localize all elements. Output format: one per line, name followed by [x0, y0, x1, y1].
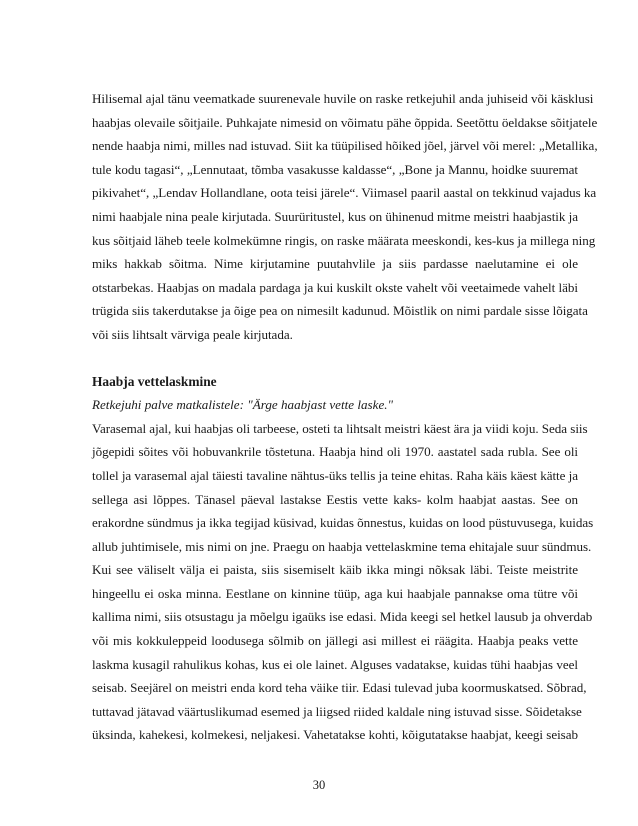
text-line: üksinda, kahekesi, kolmekesi, neljakesi. Vahetatakse kohti, kõigutatakse haabjat, keegi seisab — [92, 727, 578, 743]
text-line: allub juhtimisele, mis nimi on jne. Praegu on haabja vettelaskmine tema ehitajale suur sündmus. — [92, 538, 592, 554]
text-line: või siis lihtsalt värviga peale kirjutada. — [92, 326, 293, 342]
text-line: tule kodu tagasi“, „Lennutaat, tõmba vasakusse kaldasse“, „Bone ja Mannu, hoidke suuremat — [92, 161, 578, 177]
text-line: tuttavad jätavad väärtuslikumad esemed ja liigsed riided kaldale ning istuvad sisse. Sõidetakse — [92, 703, 582, 719]
text-line: sellega asi lõppes. Tänasel päeval lastakse Eestis vette kaks- kolm haabjat aastas. See on — [92, 491, 578, 507]
text-line: nimi haabjale nina peale kirjutada. Suurüritustel, kus on ühinenud mitme meistri haabjastik ja — [92, 208, 578, 224]
text-line: nende haabja nimi, milles nad istuvad. Siit ka tüüpilised hõiked jõel, järvel või merel: „Metallika, — [92, 138, 598, 154]
text-line: otstarbekas. Haabjas on madala pardaga ja kui kuskilt okste vahelt või veetaimede vahelt läbi — [92, 279, 578, 295]
paragraph-launching — [92, 417, 594, 747]
text-line: Varasemal ajal, kui haabjas oli tarbeese, osteti ta lihtsalt meistri käest ära ja viidi koju. Seda siis — [92, 420, 588, 436]
text-line: Hilisemal ajal tänu veematkade suurenevale huvile on raske retkejuhil anda juhiseid või käsklusi — [92, 91, 594, 106]
paragraph-boat-names — [92, 87, 598, 347]
text-line: laskma kusagil rahulikus kohas, kus ei ole lainet. Alguses vadatakse, kuidas tühi haabjas veel — [92, 656, 578, 672]
page-number: 30 — [312, 778, 326, 792]
text-line: pikivahet“, „Lendav Hollandlane, oota teisi järele“. Viimasel paaril aastal on tekkinud vajadus ka — [92, 185, 597, 201]
text-line: kallima nimi, siis otsustagu ja mõelgu igaüks ise edasi. Mida keegi sel hetkel lausub ja ohverdab — [92, 609, 593, 625]
text-line: trügida siis takerdutakse ja õige pea on nimesilt kadunud. Mõistlik on nimi pardale sisse lõigata — [92, 303, 588, 319]
text-line: haabjas olevaile sõitjaile. Puhkajate nimesid on võimatu pähe õppida. Seetõttu öeldakse sõitjatele — [92, 114, 598, 130]
text-line: Kui see väliselt välja ei paista, siis sisemiselt käib ikka mingi nõksak läbi. Teiste meistrite — [92, 562, 578, 578]
text-line: jõgepidi sõites või hobuvankrile tõstetuna. Haabja hind oli 1970. aastatel sada rubla. See oli — [92, 444, 578, 460]
text-line: erakordne sündmus ja ikka tegijad küsivad, kuidas õnnestus, kuidas on lood püstuvusega, kuidas — [92, 515, 594, 531]
text-line: seisab. Seejärel on meistri enda kord teha väike tiir. Edasi tulevad juba koormuskatsed. Sõbrad, — [92, 680, 587, 696]
text-line: või mis kokkuleppeid loodusega sõlmib on jällegi asi millest ei räägita. Haabja peaks vette — [92, 633, 578, 649]
text-line: miks hakkab sõitma. Nime kirjutamine puutahvlile ja siis pardasse naelutamine ei ole — [92, 256, 578, 272]
text-line: tollel ja varasemal ajal täiesti tavaline nähtus-üks tellis ja teine ehitas. Raha käis käest kätte ja — [92, 467, 578, 483]
section-epigraph: Retkejuhi palve matkalistele: "Ärge haabjast vette laske." — [92, 397, 394, 413]
section-heading: Haabja vettelaskmine — [92, 373, 217, 389]
page-content — [92, 87, 598, 747]
text-line: hingeellu ei oska minna. Eestlane on kinnine tüüp, aga kui haabjale pannakse oma tütre või — [92, 585, 578, 601]
text-line: kus sõitjaid läheb teele kolmekümne ringis, on raske määrata meeskondi, kes-kus ja millega ning — [92, 232, 596, 248]
